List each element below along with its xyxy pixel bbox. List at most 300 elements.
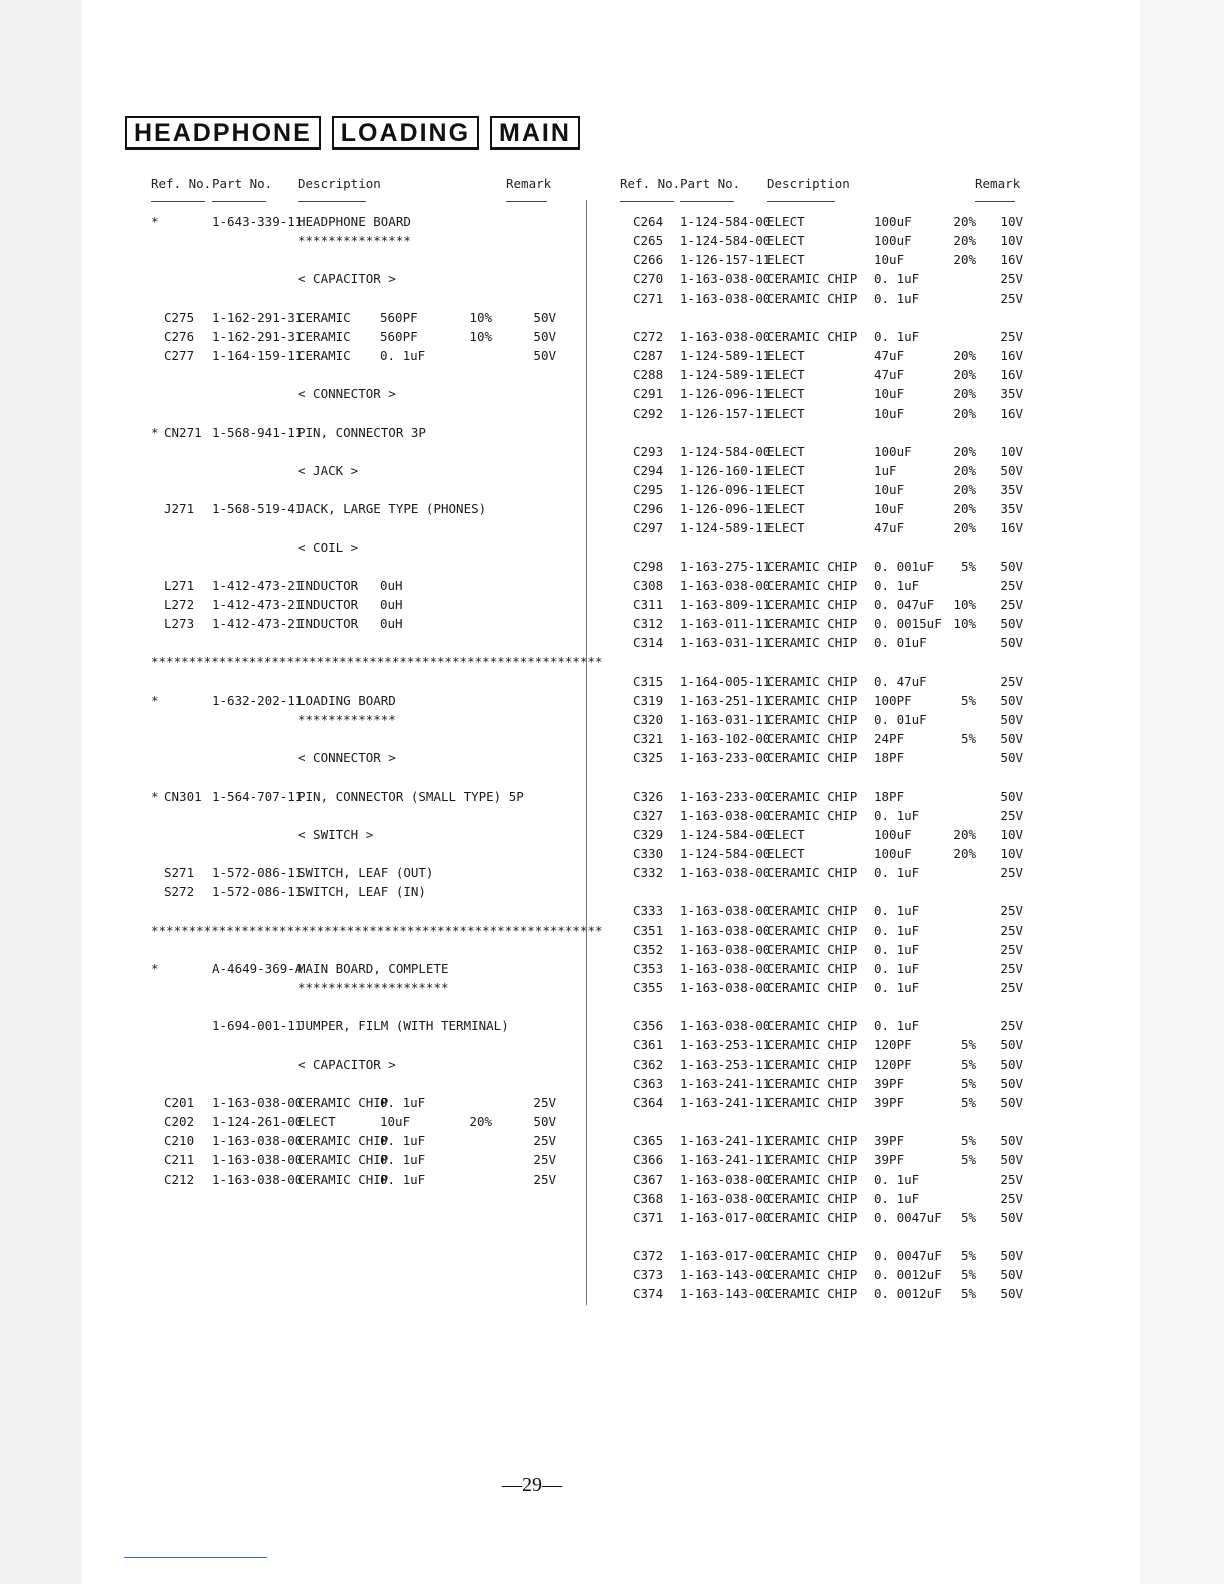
parts-row (0, 844, 1100, 863)
voltage: 25V (533, 1095, 556, 1110)
voltage: 50V (1000, 635, 1023, 650)
ref-number: C275 (164, 310, 195, 325)
left-remark-header: Remark (506, 176, 552, 191)
value: 0. 1uF (874, 808, 920, 823)
parts-row (0, 212, 1100, 231)
voltage: 35V (1000, 482, 1023, 497)
parts-row (0, 614, 1100, 633)
part-number: 1-124-584-00 (680, 233, 771, 248)
separator-stars: ************************************************************ (151, 923, 603, 938)
value: 0. 1uF (874, 1172, 920, 1187)
part-number: 1-124-589-11 (680, 520, 771, 535)
voltage: 25V (1000, 578, 1023, 593)
parts-row (0, 423, 590, 442)
voltage: 10V (1000, 846, 1023, 861)
value: 100uF (874, 214, 912, 229)
description: CERAMIC CHIP (767, 1210, 858, 1225)
parts-row (0, 921, 1100, 940)
voltage: 16V (1000, 406, 1023, 421)
description: < CAPACITOR > (298, 271, 396, 286)
parts-row (0, 480, 1100, 499)
value: 0. 1uF (874, 980, 920, 995)
description: ELECT (767, 386, 805, 401)
part-number: 1-163-038-00 (680, 923, 771, 938)
voltage: 25V (1000, 1172, 1023, 1187)
ref-number: C271 (633, 291, 664, 306)
ref-number: C265 (633, 233, 664, 248)
description: INDUCTOR (298, 578, 359, 593)
description: CERAMIC CHIP (767, 1191, 858, 1206)
right-desc-underline (767, 201, 835, 202)
voltage: 25V (1000, 1191, 1023, 1206)
ref-number: C297 (633, 520, 664, 535)
safety-mark: * (151, 425, 159, 440)
parts-row (0, 806, 1100, 825)
voltage: 16V (1000, 520, 1023, 535)
value: 0. 1uF (874, 1018, 920, 1033)
part-number: 1-163-038-00 (680, 271, 771, 286)
ref-number: C327 (633, 808, 664, 823)
part-number: 1-163-031-11 (680, 712, 771, 727)
part-number: 1-163-038-00 (680, 578, 771, 593)
ref-number: C319 (633, 693, 664, 708)
ref-number: C212 (164, 1172, 195, 1187)
description: CERAMIC CHIP (767, 1095, 858, 1110)
tolerance: 5% (960, 693, 976, 708)
part-number: 1-163-253-11 (680, 1037, 771, 1052)
description: ELECT (767, 252, 805, 267)
ref-number: C371 (633, 1210, 664, 1225)
ref-number: C312 (633, 616, 664, 631)
voltage: 25V (1000, 808, 1023, 823)
parts-row (0, 576, 1100, 595)
parts-row (0, 442, 1100, 461)
value: 0. 1uF (380, 1152, 426, 1167)
left-part-underline (212, 201, 266, 202)
value: 100uF (874, 444, 912, 459)
tolerance: 20% (953, 827, 976, 842)
parts-row (0, 1170, 1100, 1189)
left-desc-underline (298, 201, 366, 202)
safety-mark: * (151, 789, 159, 804)
description: CERAMIC CHIP (767, 329, 858, 344)
description: CERAMIC CHIP (767, 942, 858, 957)
tab-main: MAIN (490, 116, 580, 150)
part-number: 1-163-038-00 (680, 865, 771, 880)
right-remark-header: Remark (975, 176, 1021, 191)
value: 47uF (874, 367, 905, 382)
parts-row (0, 404, 1100, 423)
tolerance: 20% (953, 214, 976, 229)
description: CERAMIC CHIP (298, 1095, 389, 1110)
tolerance: 20% (953, 501, 976, 516)
parts-row (0, 748, 1100, 767)
voltage: 50V (533, 1114, 556, 1129)
tolerance: 20% (953, 463, 976, 478)
part-number: 1-124-584-00 (680, 444, 771, 459)
value: 0. 0047uF (874, 1210, 942, 1225)
voltage: 50V (1000, 1037, 1023, 1052)
value: 0. 001uF (874, 559, 935, 574)
part-number: 1-163-038-00 (680, 808, 771, 823)
ref-number: C266 (633, 252, 664, 267)
description: ELECT (767, 444, 805, 459)
left-remark-underline (506, 201, 547, 202)
tolerance: 20% (469, 1114, 492, 1129)
value: 0. 47uF (874, 674, 927, 689)
right-ref-header: Ref. No. (620, 176, 681, 191)
voltage: 50V (1000, 1286, 1023, 1301)
parts-row (0, 863, 1100, 882)
voltage: 50V (1000, 1133, 1023, 1148)
part-number: 1-124-584-00 (680, 846, 771, 861)
ref-number: C210 (164, 1133, 195, 1148)
ref-number: C202 (164, 1114, 195, 1129)
tolerance: 5% (960, 1210, 976, 1225)
voltage: 25V (1000, 1018, 1023, 1033)
description: < COIL > (298, 540, 359, 555)
section-tabs (125, 116, 580, 150)
value: 0. 1uF (380, 1133, 426, 1148)
parts-row (0, 518, 1100, 537)
parts-row (0, 384, 1100, 403)
description: ELECT (767, 827, 805, 842)
parts-row (0, 1246, 1100, 1265)
parts-row (0, 882, 590, 901)
part-number: 1-163-038-00 (212, 1172, 303, 1187)
tab-headphone: HEADPHONE (125, 116, 321, 150)
description: CERAMIC (298, 310, 351, 325)
part-number: 1-124-589-11 (680, 348, 771, 363)
parts-row (0, 940, 1100, 959)
voltage: 10V (1000, 444, 1023, 459)
parts-row (0, 1035, 1100, 1054)
voltage: 50V (1000, 559, 1023, 574)
parts-row (0, 729, 1100, 748)
parts-row (0, 1265, 1100, 1284)
value: 0. 0012uF (874, 1286, 942, 1301)
part-number: 1-164-159-11 (212, 348, 303, 363)
part-number: 1-126-157-11 (680, 252, 771, 267)
part-number: 1-163-038-00 (680, 980, 771, 995)
ref-number: C364 (633, 1095, 664, 1110)
description: CERAMIC CHIP (767, 1172, 858, 1187)
description: ELECT (767, 406, 805, 421)
value: 0uH (380, 597, 403, 612)
description: CERAMIC CHIP (767, 789, 858, 804)
parts-row (0, 269, 1100, 288)
tolerance: 10% (469, 310, 492, 325)
description: CERAMIC CHIP (767, 635, 858, 650)
value: 24PF (874, 731, 905, 746)
tolerance: 5% (960, 1152, 976, 1167)
voltage: 50V (533, 348, 556, 363)
ref-number: C374 (633, 1286, 664, 1301)
description: CERAMIC CHIP (767, 1037, 858, 1052)
voltage: 50V (1000, 712, 1023, 727)
voltage: 35V (1000, 501, 1023, 516)
description: CERAMIC CHIP (767, 1248, 858, 1263)
safety-mark: * (151, 214, 159, 229)
part-number: 1-163-143-00 (680, 1267, 771, 1282)
voltage: 25V (1000, 329, 1023, 344)
voltage: 25V (1000, 674, 1023, 689)
description: < SWITCH > (298, 827, 374, 842)
value: 560PF (380, 310, 418, 325)
value: 39PF (874, 1152, 905, 1167)
description: CERAMIC CHIP (767, 1267, 858, 1282)
parts-row (0, 1074, 1100, 1093)
value: 10uF (874, 501, 905, 516)
value: 0. 1uF (874, 1191, 920, 1206)
description: JUMPER, FILM (WITH TERMINAL) (298, 1018, 509, 1033)
ref-number: C270 (633, 271, 664, 286)
voltage: 10V (1000, 214, 1023, 229)
page-number: —29— (502, 1474, 562, 1496)
value: 560PF (380, 329, 418, 344)
voltage: 50V (533, 329, 556, 344)
voltage: 25V (1000, 942, 1023, 957)
description: CERAMIC CHIP (767, 1152, 858, 1167)
parts-row (0, 346, 1100, 365)
description: CERAMIC CHIP (767, 923, 858, 938)
tolerance: 20% (953, 233, 976, 248)
ref-number: C288 (633, 367, 664, 382)
description: HEADPHONE BOARD (298, 214, 411, 229)
value: 18PF (874, 789, 905, 804)
description: ELECT (767, 482, 805, 497)
parts-row (0, 1131, 1100, 1150)
parts-row (0, 1150, 1100, 1169)
description: CERAMIC CHIP (767, 1076, 858, 1091)
footer-link-line (124, 1557, 267, 1558)
voltage: 25V (533, 1133, 556, 1148)
part-number: 1-126-096-11 (680, 501, 771, 516)
description: CERAMIC (298, 329, 351, 344)
ref-number: C295 (633, 482, 664, 497)
voltage: 50V (1000, 789, 1023, 804)
part-number: 1-163-031-11 (680, 635, 771, 650)
description: CERAMIC CHIP (767, 578, 858, 593)
parts-row (0, 672, 1100, 691)
part-number: 1-163-102-00 (680, 731, 771, 746)
value: 0. 0012uF (874, 1267, 942, 1282)
value: 100uF (874, 827, 912, 842)
right-remark-underline (975, 201, 1015, 202)
description: ELECT (767, 348, 805, 363)
voltage: 50V (1000, 1210, 1023, 1225)
parts-row (0, 691, 1100, 710)
parts-row (0, 1189, 1100, 1208)
part-number: 1-163-241-11 (680, 1076, 771, 1091)
part-number: 1-568-941-11 (212, 425, 303, 440)
description: *************** (298, 233, 411, 248)
part-number: 1-163-038-00 (680, 291, 771, 306)
value: 100uF (874, 846, 912, 861)
tolerance: 5% (960, 731, 976, 746)
parts-row (0, 250, 1100, 269)
part-number: 1-163-241-11 (680, 1152, 771, 1167)
tolerance: 20% (953, 846, 976, 861)
value: 39PF (874, 1133, 905, 1148)
ref-number: C363 (633, 1076, 664, 1091)
voltage: 10V (1000, 827, 1023, 842)
left-ref-underline (151, 201, 205, 202)
part-number: 1-163-011-11 (680, 616, 771, 631)
parts-row (0, 787, 1100, 806)
ref-number: L273 (164, 616, 195, 631)
part-number: A-4649-369-A (212, 961, 303, 976)
description: CERAMIC CHIP (767, 712, 858, 727)
part-number: 1-124-261-00 (212, 1114, 303, 1129)
part-number: 1-694-001-11 (212, 1018, 303, 1033)
description: < JACK > (298, 463, 359, 478)
parts-row (0, 499, 1100, 518)
ref-number: CN301 (164, 789, 202, 804)
description: CERAMIC CHIP (767, 750, 858, 765)
value: 0. 0015uF (874, 616, 942, 631)
part-number: 1-163-038-00 (680, 903, 771, 918)
ref-number: C352 (633, 942, 664, 957)
value: 1uF (874, 463, 897, 478)
voltage: 50V (1000, 616, 1023, 631)
left-ref-header: Ref. No. (151, 176, 212, 191)
description: CERAMIC CHIP (298, 1133, 389, 1148)
value: 0. 01uF (874, 635, 927, 650)
value: 0. 1uF (380, 1172, 426, 1187)
value: 100PF (874, 693, 912, 708)
parts-row (0, 710, 1100, 729)
voltage: 25V (1000, 980, 1023, 995)
part-number: 1-163-038-00 (212, 1095, 303, 1110)
part-number: 1-124-584-00 (680, 827, 771, 842)
part-number: 1-163-017-00 (680, 1210, 771, 1225)
tolerance: 20% (953, 482, 976, 497)
part-number: 1-163-038-00 (680, 961, 771, 976)
description: CERAMIC CHIP (767, 1018, 858, 1033)
ref-number: L272 (164, 597, 195, 612)
part-number: 1-632-202-11 (212, 693, 303, 708)
value: 0uH (380, 616, 403, 631)
voltage: 50V (1000, 693, 1023, 708)
tolerance: 20% (953, 252, 976, 267)
parts-row (0, 978, 1100, 997)
parts-row (0, 327, 1100, 346)
parts-row (0, 1112, 590, 1131)
ref-number: C293 (633, 444, 664, 459)
voltage: 50V (1000, 1267, 1023, 1282)
voltage: 25V (1000, 291, 1023, 306)
section-separator (0, 652, 603, 671)
tolerance: 5% (960, 1133, 976, 1148)
voltage: 16V (1000, 252, 1023, 267)
tolerance: 5% (960, 1095, 976, 1110)
part-number: 1-643-339-11 (212, 214, 303, 229)
parts-row (0, 825, 1100, 844)
description: ELECT (767, 233, 805, 248)
description: CERAMIC CHIP (767, 980, 858, 995)
description: CERAMIC CHIP (767, 961, 858, 976)
description: INDUCTOR (298, 616, 359, 631)
value: 18PF (874, 750, 905, 765)
safety-mark: * (151, 961, 159, 976)
tolerance: 5% (960, 1286, 976, 1301)
voltage: 25V (1000, 271, 1023, 286)
description: < CONNECTOR > (298, 386, 396, 401)
parts-row (0, 633, 1100, 652)
value: 120PF (874, 1037, 912, 1052)
parts-row (0, 231, 1100, 250)
part-number: 1-163-251-11 (680, 693, 771, 708)
value: 0. 1uF (874, 271, 920, 286)
tolerance: 5% (960, 1076, 976, 1091)
ref-number: C287 (633, 348, 664, 363)
description: CERAMIC CHIP (767, 674, 858, 689)
description: MAIN BOARD, COMPLETE (298, 961, 449, 976)
description: CERAMIC CHIP (767, 1133, 858, 1148)
voltage: 25V (533, 1152, 556, 1167)
ref-number: C276 (164, 329, 195, 344)
value: 0. 1uF (874, 865, 920, 880)
value: 0. 1uF (874, 942, 920, 957)
value: 0. 1uF (874, 903, 920, 918)
part-number: 1-163-038-00 (680, 1191, 771, 1206)
description: PIN, CONNECTOR 3P (298, 425, 426, 440)
ref-number: C308 (633, 578, 664, 593)
tab-loading: LOADING (332, 116, 479, 150)
voltage: 50V (1000, 1095, 1023, 1110)
tolerance: 20% (953, 367, 976, 382)
voltage: 50V (533, 310, 556, 325)
ref-number: C330 (633, 846, 664, 861)
parts-row (0, 461, 1100, 480)
tolerance: 10% (953, 616, 976, 631)
description: ELECT (767, 520, 805, 535)
part-number: 1-163-038-00 (680, 942, 771, 957)
part-number: 1-412-473-21 (212, 616, 303, 631)
ref-number: C321 (633, 731, 664, 746)
part-number: 1-564-707-11 (212, 789, 303, 804)
part-number: 1-572-086-11 (212, 865, 303, 880)
voltage: 16V (1000, 348, 1023, 363)
value: 10uF (874, 386, 905, 401)
ref-number: C325 (633, 750, 664, 765)
part-number: 1-163-241-11 (680, 1133, 771, 1148)
part-number: 1-124-584-00 (680, 214, 771, 229)
part-number: 1-572-086-11 (212, 884, 303, 899)
ref-number: C329 (633, 827, 664, 842)
value: 0. 01uF (874, 712, 927, 727)
part-number: 1-163-253-11 (680, 1057, 771, 1072)
value: 10uF (380, 1114, 411, 1129)
voltage: 25V (1000, 903, 1023, 918)
right-part-underline (680, 201, 734, 202)
tolerance: 5% (960, 1037, 976, 1052)
part-number: 1-126-096-11 (680, 482, 771, 497)
description: CERAMIC CHIP (767, 808, 858, 823)
voltage: 25V (1000, 865, 1023, 880)
ref-number: J271 (164, 501, 195, 516)
ref-number: C353 (633, 961, 664, 976)
value: 47uF (874, 348, 905, 363)
value: 39PF (874, 1095, 905, 1110)
description: CERAMIC (298, 348, 351, 363)
separator-stars: ************************************************************ (151, 654, 603, 669)
ref-number: C298 (633, 559, 664, 574)
description: CERAMIC CHIP (767, 1057, 858, 1072)
part-number: 1-126-157-11 (680, 406, 771, 421)
tolerance: 5% (960, 559, 976, 574)
